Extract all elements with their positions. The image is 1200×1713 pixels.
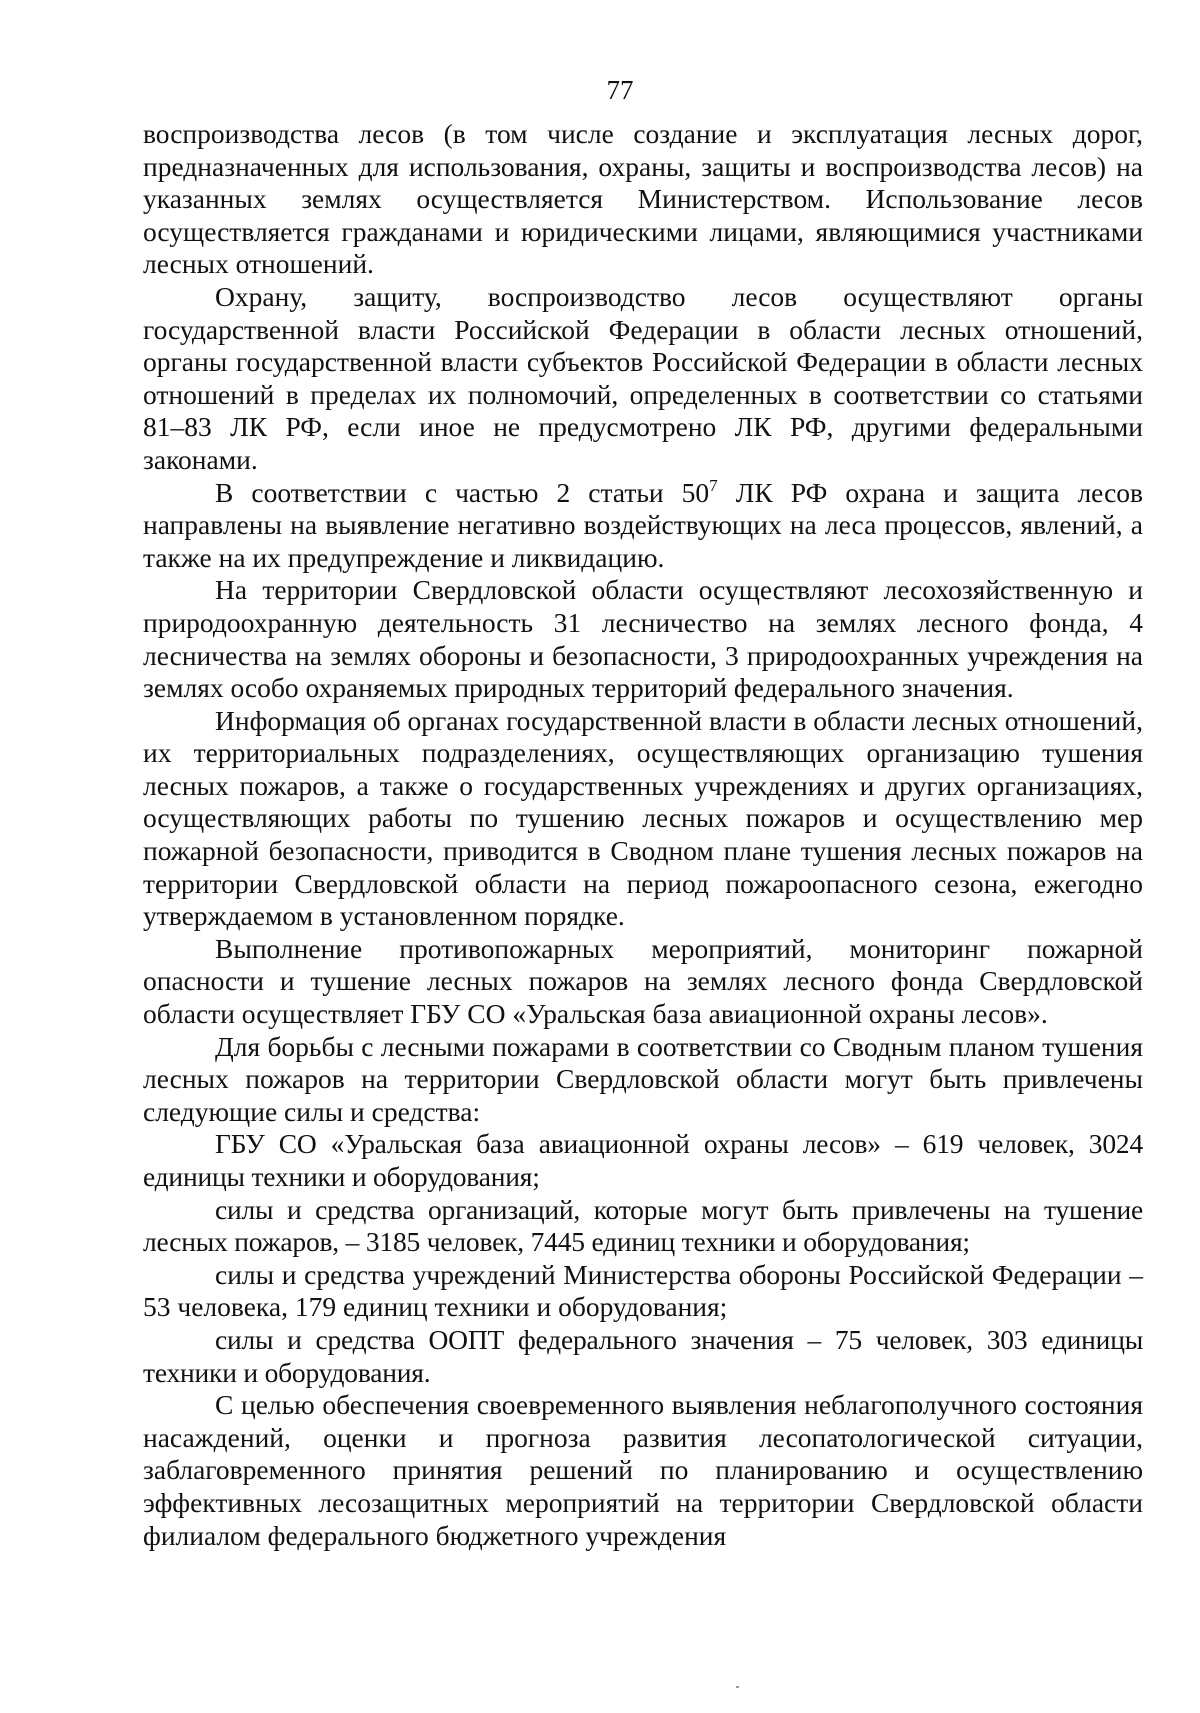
paragraph-sverdlovsk-forestries: На территории Свердловской области осуществляют лесохозяйственную и природоохранную деятельность 31 лесничество на землях лесного фонда, 4 лесничества на землях обороны и безопасности, 3 природоохранных учреждения на землях особо охраняемых природных территорий федерального значения. <box>143 574 1143 704</box>
paragraph-forest-reproduction-continued: воспроизводства лесов (в том числе создание и эксплуатация лесных дорог, предназначенных для использования, охраны, защиты и воспроизводства лесов) на указанных землях осуществляется Министерством. Использование лесов осуществляется гражданами и юридическими лицами, являющимися участниками лесных отношений. <box>143 118 1143 280</box>
list-item-protected-areas-forces: силы и средства ООПТ федерального значения – 75 человек, 303 единицы техники и оборудования. <box>143 1323 1143 1388</box>
list-item-organization-forces: силы и средства организаций, которые могут быть привлечены на тушение лесных пожаров, – 3185 человек, 7445 единиц техники и оборудования; <box>143 1193 1143 1258</box>
document-body <box>143 118 1143 1552</box>
paragraph-article-text-before: В соответствии с частью 2 статьи 50 <box>215 476 710 508</box>
paragraph-fire-authorities-info: Информация об органах государственной власти в области лесных отношений, их территориальных подразделениях, осуществляющих организацию тушения лесных пожаров, а также о государственных учреждениях и других организациях, осуществляющих работы по тушению лесных пожаров и осуществлению мер пожарной безопасности, приводится в Сводном плане тушения лесных пожаров на территории Свердловской области на период пожароопасного сезона, ежегодно утверждаемом в установленном порядке. <box>143 704 1143 932</box>
paragraph-article-50-7 <box>143 477 1143 575</box>
paragraph-article-text-after: ЛК РФ охрана и защита лесов направлены на выявление негативно воздействующих на леса процессов, явлений, а также на их предупреждение и ликвидацию. <box>143 476 1144 573</box>
page-number: 77 <box>606 75 634 105</box>
list-item-defense-ministry-forces: силы и средства учреждений Министерства обороны Российской Федерации – 53 человека, 179 единиц техники и оборудования; <box>143 1258 1143 1323</box>
paragraph-forces-intro: Для борьбы с лесными пожарами в соответствии со Сводным планом тушения лесных пожаров на территории Свердловской области могут быть привлечены следующие силы и средства: <box>143 1030 1143 1127</box>
paragraph-forest-pathology-monitoring: С целью обеспечения своевременного выявления неблагополучного состояния насаждений, оценки и прогноза развития лесопатологической ситуации, заблаговременного принятия решений по планированию и осуществлению эффективных лесозащитных мероприятий на территории Свердловской области филиалом федерального бюджетного учреждения <box>143 1389 1143 1551</box>
paragraph-forest-protection-authorities: Охрану, защиту, воспроизводство лесов осуществляют органы государственной власти Российской Федерации в области лесных отношений, органы государственной власти субъектов Российской Федерации в области лесных отношений в пределах их полномочий, определенных в соответствии со статьями 81–83 ЛК РФ, если иное не предусмотрено ЛК РФ, другими федеральными законами. <box>143 280 1143 475</box>
article-superscript: 7 <box>709 475 718 495</box>
list-item-aviation-base-forces: ГБУ СО «Уральская база авиационной охраны лесов» – 619 человек, 3024 единицы техники и оборудования; <box>143 1128 1143 1192</box>
paragraph-aviation-base: Выполнение противопожарных мероприятий, мониторинг пожарной опасности и тушение лесных пожаров на землях лесного фонда Свердловской области осуществляет ГБУ СО «Уральская база авиационной охраны лесов». <box>143 932 1143 1030</box>
scan-artifact-dot <box>736 1686 739 1688</box>
